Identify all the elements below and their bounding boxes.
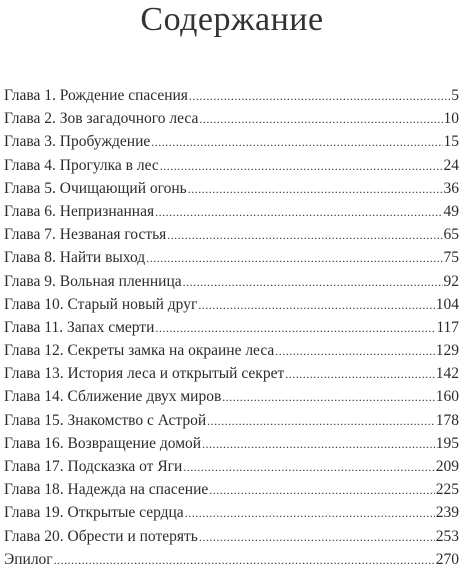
toc-entry-page: 209 — [435, 458, 459, 475]
toc-dot-leader — [222, 385, 434, 409]
toc-entry-title: Глава 2. Зов загадочного леса — [4, 110, 199, 128]
toc-entry-page: 5 — [451, 87, 459, 104]
toc-entry[interactable] — [4, 84, 459, 107]
table-of-contents — [4, 84, 459, 571]
toc-dot-leader — [198, 293, 434, 317]
toc-entry-title: Глава 4. Прогулка в лес — [4, 156, 159, 174]
toc-entry-page: 142 — [435, 365, 459, 383]
toc-entry[interactable] — [4, 478, 459, 501]
toc-dot-leader — [183, 270, 443, 294]
toc-entry-page: 160 — [435, 388, 459, 406]
toc-entry-page: 10 — [443, 110, 459, 128]
toc-dot-leader — [155, 200, 442, 224]
toc-dot-leader — [54, 548, 435, 572]
toc-entry-page: 75 — [443, 249, 459, 267]
toc-entry-page: 36 — [443, 179, 459, 197]
toc-entry[interactable] — [4, 455, 459, 478]
toc-dot-leader — [275, 339, 434, 363]
toc-dot-leader — [151, 130, 442, 154]
toc-dot-leader — [199, 525, 435, 549]
toc-entry-title: Глава 20. Обрести и потерять — [4, 527, 198, 545]
toc-dot-leader — [185, 501, 435, 525]
toc-entry-page: 178 — [435, 411, 459, 429]
toc-entry-title: Глава 12. Секреты замка на окраине леса — [4, 342, 275, 360]
toc-entry[interactable] — [4, 525, 459, 548]
toc-entry-page: 24 — [443, 156, 459, 174]
toc-entry-page: 92 — [443, 272, 459, 290]
toc-dot-leader — [183, 455, 434, 479]
toc-entry-page: 270 — [435, 550, 459, 568]
toc-dot-leader — [199, 107, 442, 131]
toc-entry-title: Глава 8. Найти выход — [4, 249, 146, 267]
toc-entry-title: Глава 18. Надежда на спасение — [4, 481, 209, 499]
toc-entry-title: Эпилог — [4, 550, 53, 568]
toc-entry[interactable] — [4, 501, 459, 524]
toc-entry[interactable] — [4, 270, 459, 293]
toc-entry-title: Глава 15. Знакомство с Астрой — [4, 411, 207, 429]
toc-entry[interactable] — [4, 339, 459, 362]
toc-entry-title: Глава 19. Открытые сердца — [4, 504, 184, 522]
toc-entry-title: Глава 7. Незваная гостья — [4, 226, 167, 244]
toc-entry-title: Глава 3. Пробуждение — [4, 133, 151, 151]
toc-entry-page: 195 — [435, 434, 459, 452]
toc-entry[interactable] — [4, 177, 459, 200]
page-title: Содержание — [140, 1, 324, 38]
toc-entry[interactable] — [4, 223, 459, 246]
toc-entry-title: Глава 5. Очищающий огонь — [4, 179, 187, 197]
toc-entry-title: Глава 17. Подсказка от Яги — [4, 458, 183, 475]
toc-dot-leader — [167, 223, 442, 247]
toc-dot-leader — [202, 432, 435, 456]
toc-entry-title: Глава 9. Вольная пленница — [4, 272, 182, 290]
toc-entry-page: 104 — [435, 295, 459, 313]
toc-entry[interactable] — [4, 107, 459, 130]
toc-entry-page: 225 — [435, 481, 459, 499]
toc-dot-leader — [146, 246, 442, 270]
toc-entry-page: 65 — [443, 226, 459, 244]
toc-dot-leader — [207, 409, 435, 433]
toc-entry-page: 49 — [443, 202, 459, 220]
toc-entry[interactable] — [4, 409, 459, 432]
toc-entry-title: Глава 10. Старый новый друг — [4, 295, 198, 313]
toc-dot-leader — [189, 84, 450, 108]
toc-dot-leader — [285, 362, 435, 386]
toc-dot-leader — [155, 316, 435, 340]
toc-entry-title: Глава 14. Сближение двух миров — [4, 388, 222, 406]
toc-entry[interactable] — [4, 130, 459, 153]
toc-entry[interactable] — [4, 362, 459, 385]
toc-entry[interactable] — [4, 293, 459, 316]
toc-entry[interactable] — [4, 246, 459, 269]
toc-dot-leader — [188, 177, 443, 201]
toc-dot-leader — [209, 478, 435, 502]
toc-entry[interactable] — [4, 432, 459, 455]
toc-entry-title: Глава 13. История леса и открытый секрет — [4, 365, 285, 383]
toc-entry[interactable] — [4, 316, 459, 339]
toc-entry-title: Глава 1. Рождение спасения — [4, 87, 188, 104]
toc-entry[interactable] — [4, 548, 459, 571]
toc-entry-page: 117 — [436, 318, 459, 336]
toc-entry-title: Глава 16. Возвращение домой — [4, 434, 202, 452]
toc-entry-title: Глава 6. Непризнанная — [4, 202, 155, 220]
toc-dot-leader — [160, 154, 443, 178]
toc-entry-page: 253 — [435, 527, 459, 545]
toc-entry-page: 129 — [435, 342, 459, 360]
toc-entry-page: 15 — [443, 133, 459, 151]
toc-entry[interactable] — [4, 385, 459, 408]
toc-entry[interactable] — [4, 200, 459, 223]
toc-entry-title: Глава 11. Запах смерти — [4, 318, 155, 336]
toc-entry-page: 239 — [435, 504, 459, 522]
toc-entry[interactable] — [4, 154, 459, 177]
